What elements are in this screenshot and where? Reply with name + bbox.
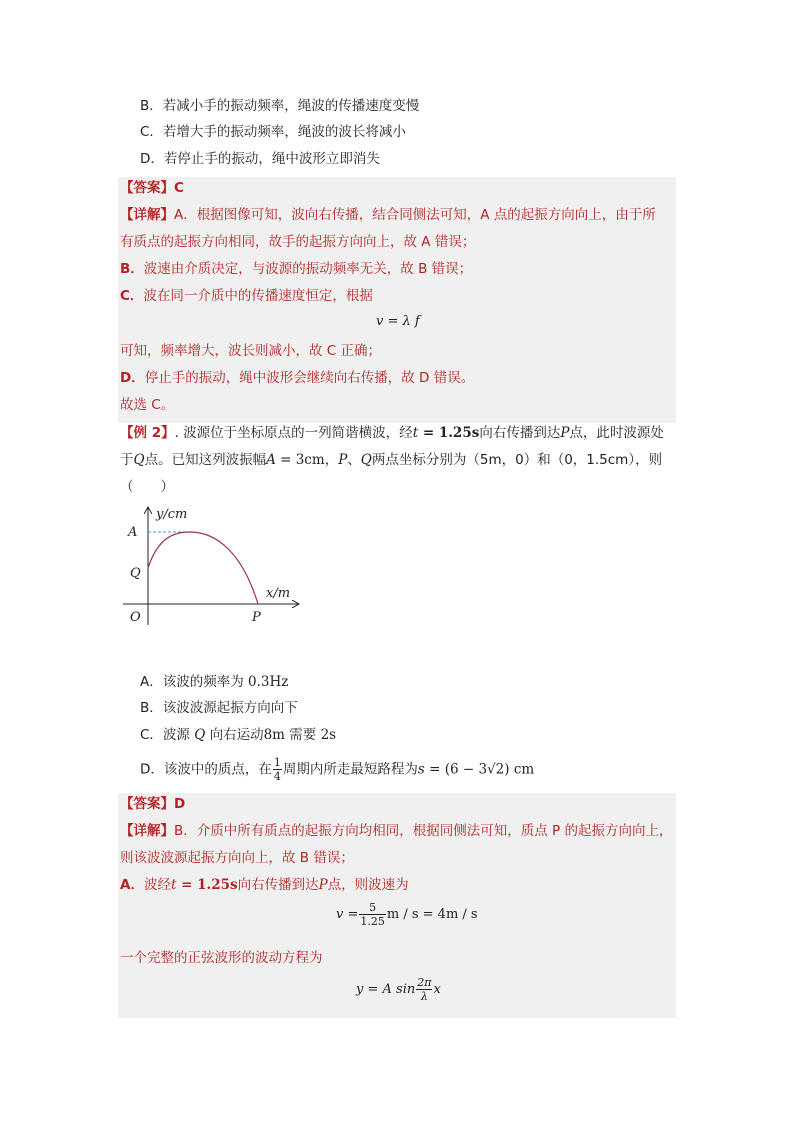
option-b-1: B．若减小手的振动频率，绳波的传播速度变慢 — [140, 98, 420, 114]
option-c-2: C．波源 Q 向右运动8m 需要 2s — [140, 727, 337, 743]
answer-value: C — [174, 180, 184, 196]
option-b-2: B．该波波源起振方向向下 — [140, 700, 298, 716]
wave-graph — [118, 500, 308, 630]
answer-label: 【答案】 — [120, 180, 174, 196]
detail-2-line-2: 则该波波源起振方向向上，故 B 错误； — [120, 850, 354, 866]
option-d-1: D．若停止手的振动，绳中波形立即消失 — [140, 151, 380, 167]
detail-2-line-4: 一个完整的正弦波形的波动方程为 — [120, 950, 323, 966]
label-q: Q — [130, 566, 141, 581]
example-2-line-3: （ ） — [120, 479, 174, 495]
detail-1-line-7: 故选 C。 — [120, 397, 175, 413]
detail-1-line-6: D．停止手的振动，绳中波形会继续向右传播，故 D 错误。 — [120, 370, 475, 386]
equation-wave-speed: v = $\frac{5}{1.25}$ m / s = 4m / s — [336, 901, 478, 928]
equation-v-lambda-f: v = λ f — [376, 314, 420, 329]
option-d-2: D．该波中的质点，在 $\frac{1}{4}$ 周期内所走最短路程为s = (6 − 3√2) cm — [140, 756, 535, 783]
label-o: O — [130, 610, 141, 625]
wave-curve — [148, 532, 258, 604]
detail-2-line-3: A．波经t = 1.25s向右传播到达P点，则波速为 — [120, 877, 409, 893]
example-2-line-1: 【例 2】. 波源位于坐标原点的一列简谐横波，经t = 1.25s向右传播到达P点，此时波源处 — [120, 425, 664, 441]
detail-1-line-4: C．波在同一介质中的传播速度恒定，根据 — [120, 288, 373, 304]
detail-1-line-5: 可知，频率增大，波长则减小，故 C 正确； — [120, 343, 382, 359]
y-axis-label: y/cm — [156, 507, 188, 522]
equation-wave-function: y = A sin $\frac{2\pi}{\lambda}$ x — [356, 976, 441, 1003]
detail-1-line-1: 【详解】A．根据图像可知，波向右传播，结合同侧法可知，A 点的起振方向向上，由于所 — [120, 207, 656, 223]
detail-1-line-3: B．波速由介质决定，与波源的振动频率无关，故 B 错误； — [120, 261, 473, 277]
option-c-1: C．若增大手的振动频率，绳波的波长将减小 — [140, 124, 406, 140]
label-a: A — [128, 525, 138, 540]
detail-1-line-2: 有质点的起振方向相同，故手的起振方向向上，故 A 错误； — [120, 234, 476, 250]
option-a-2: A．该波的频率为 0.3Hz — [140, 674, 289, 690]
example-2-line-2: 于Q点。已知这列波振幅A = 3cm，P、Q两点坐标分别为（5m，0）和（0，1.5cm），则 — [120, 452, 663, 468]
x-axis-label: x/m — [266, 586, 291, 601]
answer-2: 【答案】D — [120, 796, 186, 812]
example-tag: 【例 2】 — [120, 425, 175, 441]
detail-label: 【详解】 — [120, 207, 174, 223]
answer-1 — [120, 178, 184, 198]
detail-2-line-1: 【详解】B．介质中所有质点的起振方向均相同，根据同侧法可知，质点 P 的起振方向向上， — [120, 823, 673, 839]
label-p: P — [252, 610, 261, 625]
